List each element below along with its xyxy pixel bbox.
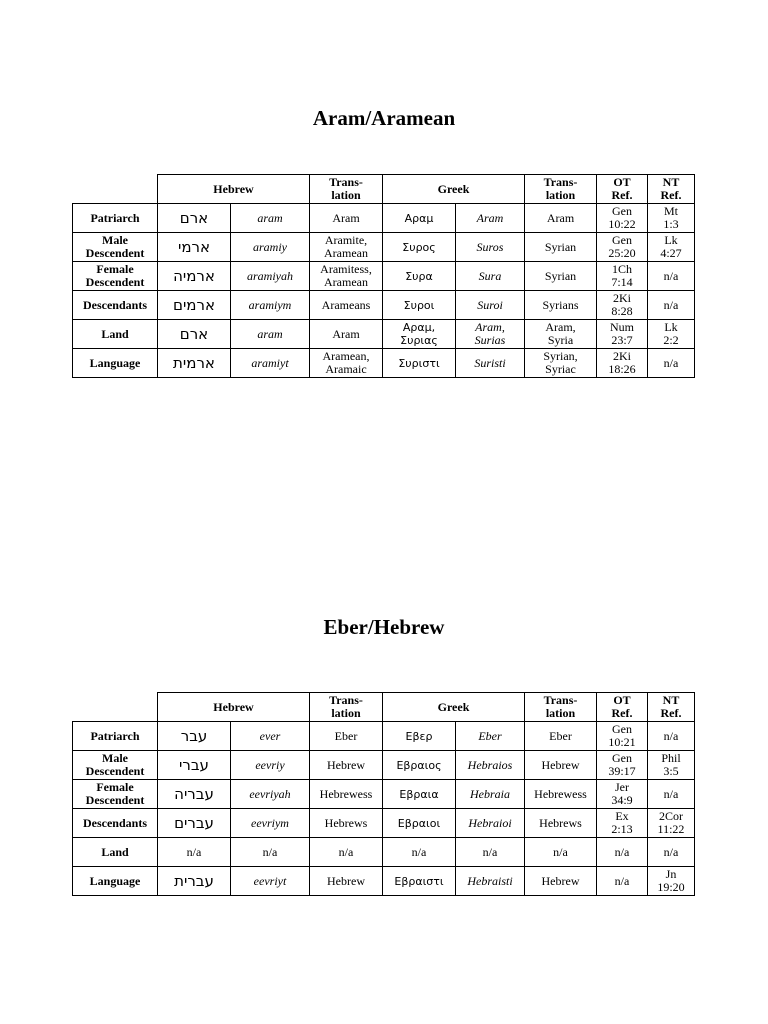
nt-reference: n/a — [648, 291, 695, 320]
row-label: Land — [73, 838, 158, 867]
header-greek: Greek — [383, 175, 525, 204]
table-row — [73, 838, 695, 867]
hebrew-word: ארמיה — [158, 262, 231, 291]
nt-reference: Mt 1:3 — [648, 204, 695, 233]
greek-transliteration: Hebraioi — [456, 809, 525, 838]
header-translation: Trans- lation — [310, 693, 383, 722]
table-row — [73, 809, 695, 838]
translation: Aramitess, Aramean — [310, 262, 383, 291]
header-ot-ref: OT Ref. — [597, 175, 648, 204]
translation: Arameans — [310, 291, 383, 320]
hebrew-transliteration: aramiym — [231, 291, 310, 320]
translation: n/a — [310, 838, 383, 867]
table-header-row — [73, 175, 695, 204]
greek-transliteration: Sura — [456, 262, 525, 291]
hebrew-transliteration: eevriyah — [231, 780, 310, 809]
hebrew-transliteration: aram — [231, 204, 310, 233]
greek-transliteration: Hebraisti — [456, 867, 525, 896]
hebrew-transliteration: ever — [231, 722, 310, 751]
greek-word: Συροι — [383, 291, 456, 320]
table-row — [73, 722, 695, 751]
hebrew-word: עבריה — [158, 780, 231, 809]
row-label: Female Descendent — [73, 780, 158, 809]
nt-reference: n/a — [648, 349, 695, 378]
translation: Aram — [310, 204, 383, 233]
header-translation: Trans- lation — [310, 175, 383, 204]
greek-transliteration: Hebraia — [456, 780, 525, 809]
table-row — [73, 751, 695, 780]
table-row — [73, 780, 695, 809]
ot-reference: n/a — [597, 867, 648, 896]
translation: Hebrew — [310, 867, 383, 896]
hebrew-transliteration: aramiyah — [231, 262, 310, 291]
greek-transliteration: Eber — [456, 722, 525, 751]
row-label: Language — [73, 349, 158, 378]
greek-translation: Eber — [525, 722, 597, 751]
row-label: Language — [73, 867, 158, 896]
greek-transliteration: n/a — [456, 838, 525, 867]
hebrew-transliteration: eevriyt — [231, 867, 310, 896]
greek-translation: Hebrew — [525, 751, 597, 780]
nt-reference: 2Cor 11:22 — [648, 809, 695, 838]
header-hebrew: Hebrew — [158, 693, 310, 722]
greek-transliteration: Suros — [456, 233, 525, 262]
table-row — [73, 204, 695, 233]
translation: Hebrew — [310, 751, 383, 780]
hebrew-word: עברים — [158, 809, 231, 838]
greek-translation: Syrian, Syriac — [525, 349, 597, 378]
lexicon-table-eber — [72, 692, 695, 896]
table-row — [73, 349, 695, 378]
header-ot-ref: OT Ref. — [597, 693, 648, 722]
translation: Aram — [310, 320, 383, 349]
header-blank-cell — [73, 693, 158, 722]
table-row — [73, 867, 695, 896]
header-greek: Greek — [383, 693, 525, 722]
hebrew-transliteration: aramiyt — [231, 349, 310, 378]
row-label: Patriarch — [73, 722, 158, 751]
row-label: Land — [73, 320, 158, 349]
greek-transliteration: Suristi — [456, 349, 525, 378]
greek-word: Εβραιστι — [383, 867, 456, 896]
greek-transliteration: Aram, Surias — [456, 320, 525, 349]
greek-word: Εβραιος — [383, 751, 456, 780]
hebrew-transliteration: eevriy — [231, 751, 310, 780]
greek-transliteration: Aram — [456, 204, 525, 233]
ot-reference: Gen 10:22 — [597, 204, 648, 233]
table-row — [73, 233, 695, 262]
ot-reference: Gen 39:17 — [597, 751, 648, 780]
greek-translation: Hebrew — [525, 867, 597, 896]
hebrew-transliteration: eevriym — [231, 809, 310, 838]
translation: Aramean, Aramaic — [310, 349, 383, 378]
greek-word: n/a — [383, 838, 456, 867]
ot-reference: Jer 34:9 — [597, 780, 648, 809]
greek-word: Συρα — [383, 262, 456, 291]
nt-reference: n/a — [648, 838, 695, 867]
greek-transliteration: Hebraios — [456, 751, 525, 780]
nt-reference: Phil 3:5 — [648, 751, 695, 780]
ot-reference: Gen 25:20 — [597, 233, 648, 262]
ot-reference: n/a — [597, 838, 648, 867]
hebrew-word: עבר — [158, 722, 231, 751]
greek-translation: Syrian — [525, 233, 597, 262]
translation: Hebrewess — [310, 780, 383, 809]
translation: Aramite, Aramean — [310, 233, 383, 262]
table-row — [73, 320, 695, 349]
hebrew-word: ארם — [158, 204, 231, 233]
row-label: Male Descendent — [73, 233, 158, 262]
greek-translation: Syrians — [525, 291, 597, 320]
row-label: Descendants — [73, 291, 158, 320]
header-blank-cell — [73, 175, 158, 204]
greek-word: Συριστι — [383, 349, 456, 378]
hebrew-word: עברית — [158, 867, 231, 896]
ot-reference: 2Ki 18:26 — [597, 349, 648, 378]
greek-translation: Hebrews — [525, 809, 597, 838]
ot-reference: 2Ki 8:28 — [597, 291, 648, 320]
hebrew-word: עברי — [158, 751, 231, 780]
greek-translation: n/a — [525, 838, 597, 867]
row-label: Patriarch — [73, 204, 158, 233]
header-greek-translation: Trans- lation — [525, 175, 597, 204]
greek-translation: Aram, Syria — [525, 320, 597, 349]
nt-reference: Lk 2:2 — [648, 320, 695, 349]
ot-reference: Num 23:7 — [597, 320, 648, 349]
table-row — [73, 262, 695, 291]
table-header-row — [73, 693, 695, 722]
hebrew-word: ארמים — [158, 291, 231, 320]
header-greek-translation: Trans- lation — [525, 693, 597, 722]
row-label: Descendants — [73, 809, 158, 838]
row-label: Male Descendent — [73, 751, 158, 780]
nt-reference: n/a — [648, 780, 695, 809]
translation: Eber — [310, 722, 383, 751]
hebrew-transliteration: aram — [231, 320, 310, 349]
hebrew-word: ארמי — [158, 233, 231, 262]
nt-reference: n/a — [648, 722, 695, 751]
greek-word: Εβερ — [383, 722, 456, 751]
nt-reference: Lk 4:27 — [648, 233, 695, 262]
greek-word: Αραμ, Συριας — [383, 320, 456, 349]
greek-word: Εβραια — [383, 780, 456, 809]
section-title-eber: Eber/Hebrew — [323, 615, 445, 639]
greek-word: Συρος — [383, 233, 456, 262]
translation: Hebrews — [310, 809, 383, 838]
header-hebrew: Hebrew — [158, 175, 310, 204]
greek-translation: Aram — [525, 204, 597, 233]
greek-translation: Syrian — [525, 262, 597, 291]
greek-word: Αραμ — [383, 204, 456, 233]
lexicon-table-aram — [72, 174, 695, 378]
hebrew-transliteration: aramiy — [231, 233, 310, 262]
greek-transliteration: Suroi — [456, 291, 525, 320]
ot-reference: Gen 10:21 — [597, 722, 648, 751]
hebrew-transliteration: n/a — [231, 838, 310, 867]
nt-reference: Jn 19:20 — [648, 867, 695, 896]
section-title-aram: Aram/Aramean — [312, 106, 456, 130]
hebrew-word: ארם — [158, 320, 231, 349]
ot-reference: Ex 2:13 — [597, 809, 648, 838]
table-row — [73, 291, 695, 320]
row-label: Female Descendent — [73, 262, 158, 291]
ot-reference: 1Ch 7:14 — [597, 262, 648, 291]
greek-word: Εβραιοι — [383, 809, 456, 838]
greek-translation: Hebrewess — [525, 780, 597, 809]
hebrew-word: ארמית — [158, 349, 231, 378]
header-nt-ref: NT Ref. — [648, 175, 695, 204]
hebrew-word: n/a — [158, 838, 231, 867]
nt-reference: n/a — [648, 262, 695, 291]
header-nt-ref: NT Ref. — [648, 693, 695, 722]
